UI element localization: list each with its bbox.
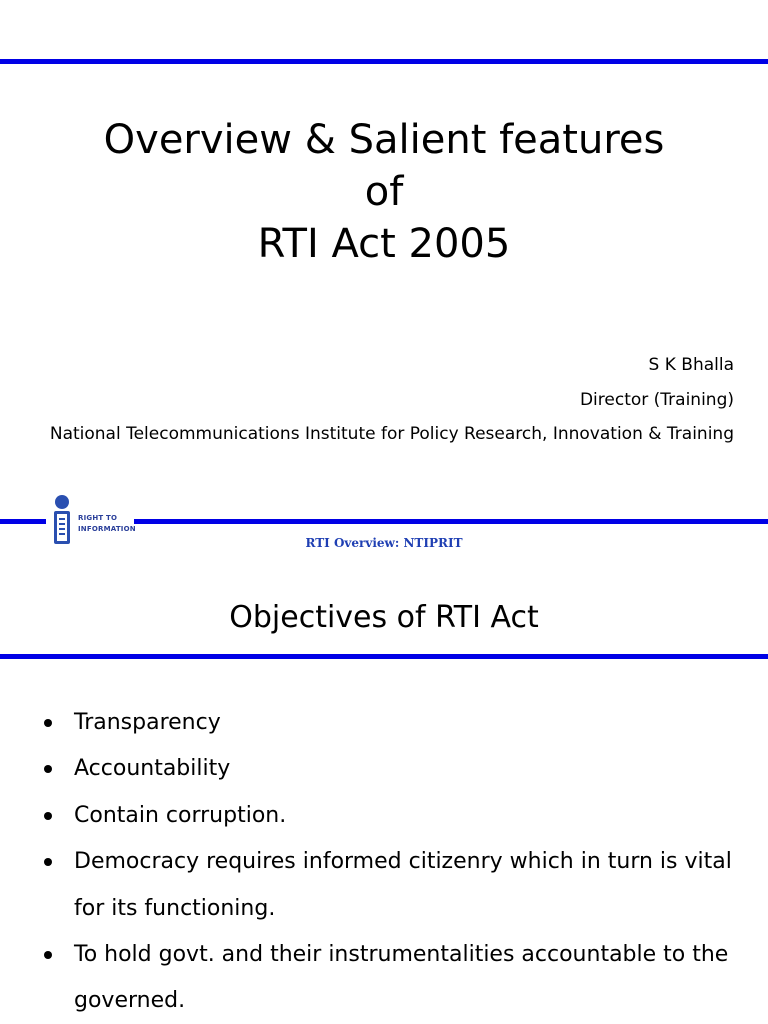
footer-divider-right: [134, 519, 768, 524]
title-line-2: of: [364, 169, 404, 215]
logo-text-line-1: RIGHT TO: [78, 514, 118, 522]
bullet-icon: [44, 812, 52, 820]
footer-divider-left: [0, 519, 46, 524]
list-item-text: Accountability: [74, 756, 231, 782]
list-item: [44, 700, 734, 746]
objectives-title: Objectives of RTI Act: [229, 600, 539, 635]
objectives-list: [44, 700, 734, 1024]
list-item-text: To hold govt. and their instrumentalities accountable to the governed.: [74, 942, 729, 1014]
list-item-text: Transparency: [74, 710, 221, 735]
list-item: [44, 932, 734, 1024]
author-institute: National Telecommunications Institute for Policy Research, Innovation & Training: [49, 424, 734, 444]
author-role: Director (Training): [579, 389, 734, 410]
list-item-text: Democracy requires informed citizenry which in turn is vital for its functioning.: [74, 849, 732, 921]
author-name: S K Bhalla: [648, 355, 734, 375]
title-line-3: RTI Act 2005: [257, 221, 511, 267]
bullet-icon: [44, 951, 52, 959]
objectives-divider: [0, 654, 768, 659]
bullet-icon: [44, 719, 52, 727]
slide-title: [0, 114, 768, 270]
list-item-text: Contain corruption.: [74, 802, 287, 828]
list-item: [44, 793, 734, 839]
bullet-icon: [44, 858, 52, 866]
list-item: [44, 839, 734, 932]
slide-footer: RTI Overview: NTIPRIT: [305, 536, 463, 550]
logo-text-line-2: INFORMATION: [78, 525, 136, 533]
list-item: [44, 746, 734, 792]
top-divider: [0, 59, 768, 64]
title-line-1: Overview & Salient features: [103, 117, 665, 163]
author-block: [50, 348, 734, 452]
bullet-icon: [44, 765, 52, 773]
